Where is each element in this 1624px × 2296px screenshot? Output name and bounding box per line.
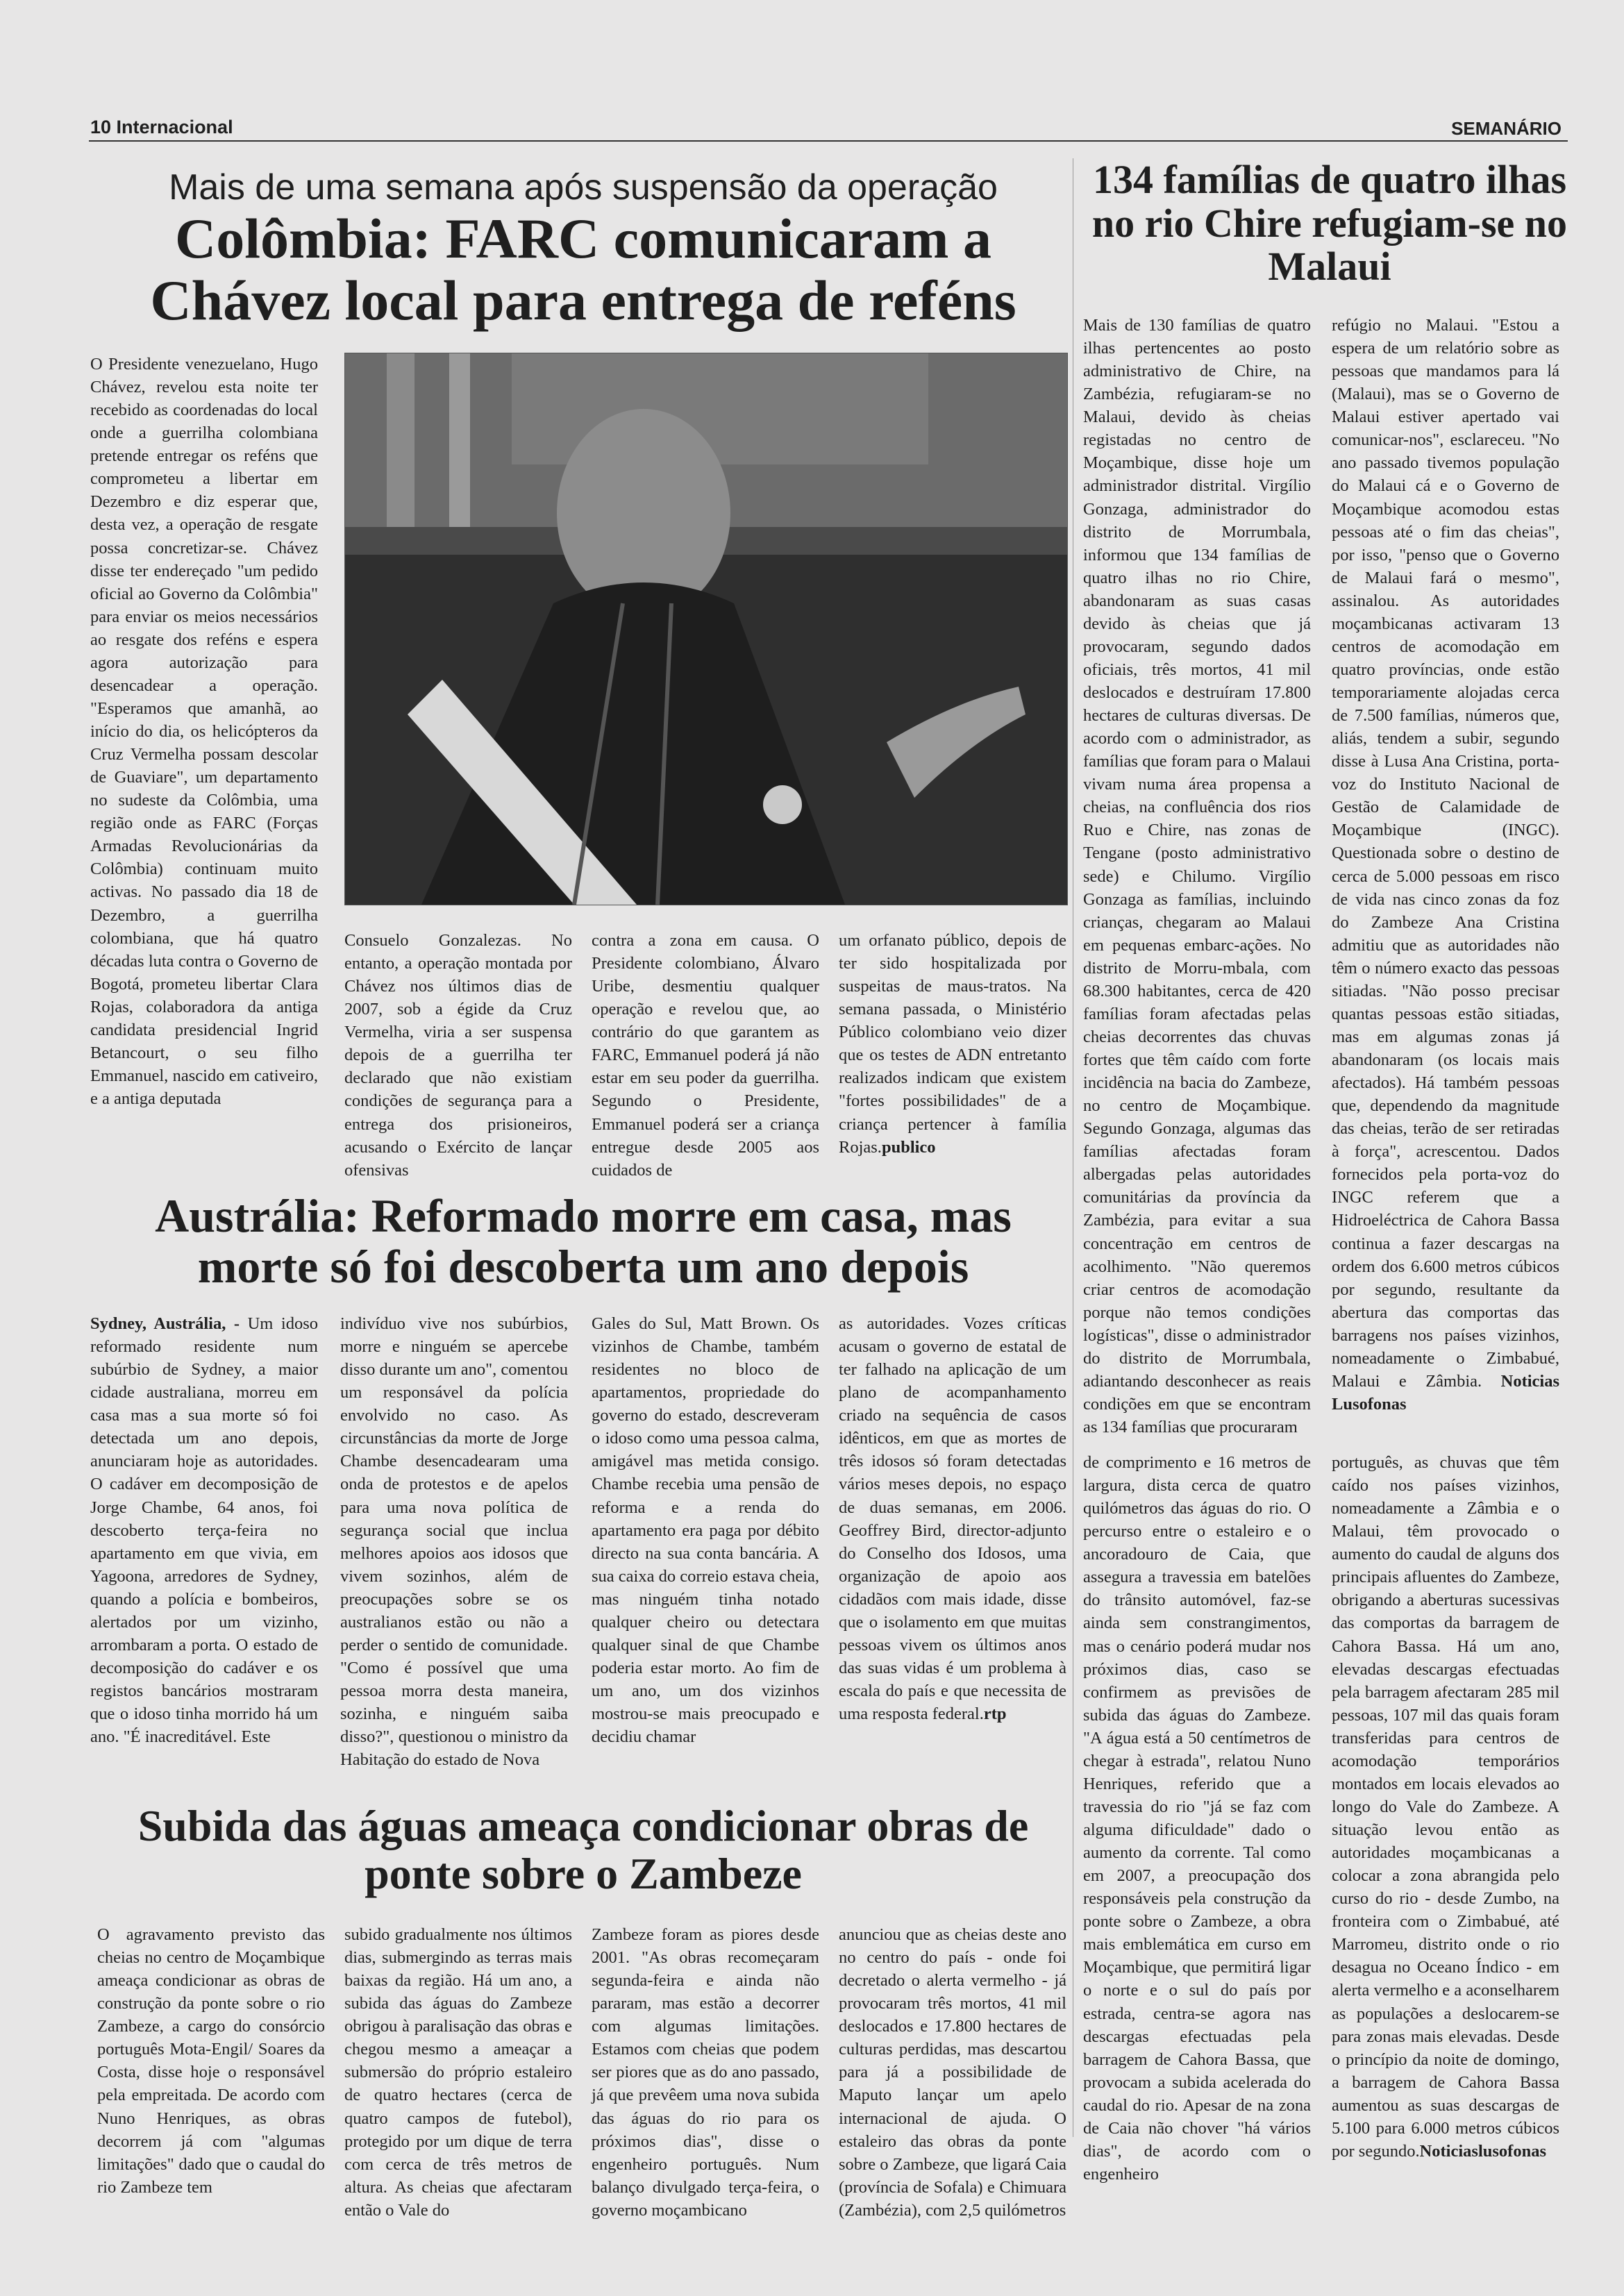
colombia-col-2 bbox=[344, 929, 572, 1182]
zambeze-col-5 bbox=[1083, 1451, 1311, 2186]
australia-dateline: Sydney, Austrália, - bbox=[90, 1314, 240, 1333]
publication-name: SEMANÁRIO bbox=[1451, 118, 1562, 139]
colombia-col-1-text: O Presidente venezuelano, Hugo Chávez, revelou esta noite ter recebido as coordenadas do local onde a guerrilha colombiana pretende entregar os reféns que comprometeu a libertar em Dezembro e diz esperar que, desta vez, a operação de resgate possa concretizar-se. Chávez disse ter endereçado "um pedido oficial ao Governo da Colômbia" para enviar os meios necessários ao resgate dos reféns e espera agora autorização para desencadear a operação. "Esperamos que amanhã, ao início do dia, os helicópteros da Cruz Vermelha possam descolar de Guaviare", um departamento no sudeste da Colômbia, uma região onde as FARC (Forças Armadas Revolucionárias da Colômbia) continuam muito activas. No passado dia 18 de Dezembro, a guerrilha colombiana, que há quatro décadas luta contra o Governo de Bogotá, prometeu libertar Clara Rojas, colaboradora da antiga candidata presidencial Ingrid Betancourt, o seu filho Emmanuel, nascido em cativeiro, e a antiga deputada bbox=[90, 355, 318, 1108]
zambeze-col-6 bbox=[1332, 1451, 1559, 2163]
zambeze-credit: Noticiaslusofonas bbox=[1419, 2141, 1546, 2161]
colombia-col-3 bbox=[592, 929, 819, 1182]
malaui-col-2-text bbox=[1332, 314, 1559, 1416]
australia-credit: rtp bbox=[983, 1704, 1007, 1724]
section-label: 10 Internacional bbox=[90, 117, 233, 137]
malaui-credit: Noticias Lusofonas bbox=[1332, 1371, 1559, 1414]
chavez-photo-image bbox=[345, 353, 1067, 905]
colombia-col-2-text: Consuelo Gonzalezas. No entanto, a operação montada por Chávez nos últimos dias de 2007, sob a égide da Cruz Vermelha, viria a ser suspensa depois de a guerrilha ter declarado que não existiam condições de segurança para a entrega dos prisioneiros, acusando o Exército de lançar ofensivas bbox=[344, 931, 572, 1180]
australia-col-3-text: Gales do Sul, Matt Brown. Os vizinhos de Chambe, também residentes no bloco de apartamentos, propriedade do governo do estado, descreveram o idoso como uma pessoa calma, amigável mas metida consigo. Chambe recebia uma pensão de reforma e a renda do apartamento era paga por débito directo na sua conta bancária. A sua caixa do correio estava cheia, mas ninguém tinha notado qualquer cheiro ou detectara qualquer sinal de que Chambe poderia estar morto. Ao fim de um ano, um dos vizinhos mostrou-se mais preocupado e decidiu chamar bbox=[592, 1314, 819, 1747]
colombia-col-4-body: um orfanato público, depois de ter sido hospitalizada por suspeitas de maus-tratos. Na semana passada, o Ministério Público colombiano veio dizer que os testes de ADN entretanto realizados indicam que existem "fortes possibilidades" de a criança pertencer à família Rojas. bbox=[839, 931, 1066, 1157]
zambeze-col-2-text: subido gradualmente nos últimos dias, submergindo as terras mais baixas da região. Há um ano, a subida das águas do Zambeze obrigou à paralisação das obras e chegou mesmo a ameaçar a submersão do próprio estaleiro de quatro hectares (cerca de quatro campos de futebol), protegido por um dique de terra com cerca de três metros de altura. As cheias que afectaram então o Vale do bbox=[344, 1925, 572, 2220]
zambeze-col-1-text: O agravamento previsto das cheias no centro de Moçambique ameaça condicionar as obras de construção da ponte sobre o rio Zambeze, a cargo do consórcio português Mota-Engil/ Soares da Costa, disse hoje o responsável pela empreitada. De acordo com Nuno Henriques, as obras decorrem já com "algumas limitações" dado que o caudal do rio Zambeze tem bbox=[97, 1925, 325, 2197]
colombia-col-1 bbox=[90, 353, 318, 1110]
australia-col-3 bbox=[592, 1312, 819, 1748]
malaui-headline: 134 famílias de quatro ilhas no rio Chire refugiam-se no Malaui bbox=[1091, 157, 1568, 290]
malaui-col-1 bbox=[1083, 314, 1311, 1439]
zambeze-col-4-text: anunciou que as cheias deste ano no centro do país - onde foi decretado o alerta vermelho - já provocaram três mortos, 41 mil deslocados e 17.800 hectares de culturas perdidas, mas descartou para já a possibilidade de Maputo lançar um apelo internacional de ajuda. O estaleiro das obras da ponte sobre o Zambeze, que ligará Caia (província de Sofala) e Chimuara (Zambézia), com 2,5 quilómetros bbox=[839, 1925, 1066, 2220]
zambeze-col-3 bbox=[592, 1923, 819, 2222]
malaui-col-1-text: Mais de 130 famílias de quatro ilhas pertencentes ao posto administrativo de Chire, na Zambézia, refugiaram-se no Malaui, devido às cheias registadas no centro de Moçambique, disse hoje um administrador distrital. Virgílio Gonzaga, administrador do distrito de Morrumbala, informou que 134 famílias de quatro ilhas no rio Chire, abandonaram as suas casas devido às cheias que já provocaram, segundo dados oficiais, três mortos, 41 mil deslocados e destruíram 17.800 hectares de culturas diversas. De acordo com o administrador, as famílias que foram para o Malaui vivam numa área propensa a cheias, na confluência dos rios Ruo e Chire, nas zonas de Tengane (posto administrativo sede) e Chilumo. Virgílio Gonzaga as famílias, incluindo crianças, chegaram ao Malaui em pequenas embarc-ações. No distrito de Morru-mbala, com 68.300 habitantes, cerca de 420 famílias foram afectadas pelas cheias decorrentes das chuvas fortes que têm caído com forte incidência na bacia do Zambeze, no centro de Moçambique. Segundo Gonzaga, algumas das famílias afectadas foram albergadas pelas autoridades comunitárias da província da Zambézia, para evitar a sua concentração em centros de acolhimento. "Não queremos criar centros de acomodação porque não temos condições logísticas", disse o administrador do distrito de Morrumbala, adiantando desconhecer as reais condições em que se encontram as 134 famílias que procuraram bbox=[1083, 316, 1311, 1436]
australia-col-4 bbox=[839, 1312, 1066, 1725]
australia-col-1 bbox=[90, 1312, 318, 1748]
australia-col-4-body: as autoridades. Vozes críticas acusam o governo de estatal de ter falhado na aplicação de um plano de acompanhamento criado na sequência de casos idênticos, em que as mortes de três idosos só foram detectadas vários meses depois, no espaço de duas semanas, em 2006. Geoffrey Bird, director-adjunto do Conselho dos Idosos, uma organização de apoio aos cidadãos com mais idade, disse que o isolamento em que muitas pessoas vivem os últimos anos das suas vidas é um problema à escala do país e que necessita de uma resposta federal. bbox=[839, 1314, 1066, 1724]
zambeze-col-3-text: Zambeze foram as piores desde 2001. "As obras recomeçaram segunda-feira e ainda não pararam, mas estão a decorrer com algumas limitações. Estamos com cheias que podem ser piores que as do ano passado, já que prevêem uma nova subida das águas do rio para os próximos dias", disse o engenheiro português. Num balanço divulgado terça-feira, o governo moçambicano bbox=[592, 1925, 819, 2220]
colombia-col-4-text bbox=[839, 929, 1066, 1159]
zambeze-headline: Subida das águas ameaça condicionar obras de ponte sobre o Zambeze bbox=[137, 1801, 1029, 1899]
zambeze-col-6-text bbox=[1332, 1451, 1559, 2163]
australia-col-1-text bbox=[90, 1312, 318, 1748]
colombia-credit: publico bbox=[881, 1137, 936, 1157]
colombia-col-4 bbox=[839, 929, 1066, 1159]
colombia-headline: Colômbia: FARC comunicaram a Chávez local para entrega de reféns bbox=[150, 207, 1016, 332]
colombia-kicker: Mais de uma semana após suspensão da operação bbox=[169, 167, 998, 208]
malaui-col-2 bbox=[1332, 314, 1559, 1416]
australia-col-4-text bbox=[839, 1312, 1066, 1725]
zambeze-col-5-text: de comprimento e 16 metros de largura, dista cerca de quatro quilómetros das águas do rio. O percurso entre o estaleiro e o ancoradouro de Caia, que assegura a travessia em batelões do trânsito automóvel, faz-se ainda sem constrangimentos, mas o cenário poderá mudar nos próximos dias, caso se confirmem as previsões de subida das águas do Zambeze. "A água está a 50 centímetros de chegar à estrada", relatou Nuno Henriques, referido que a travessia do rio "já se faz com alguma dificuldade" dado o aumento da corrente. Tal como em 2007, a preocupação dos responsáveis pela construção da ponte sobre o Zambeze, a obra mais emblemática em curso em Moçambique, que permitirá ligar o norte e o sul do país por estrada, centra-se agora nas descargas efectuadas pela barragem de Cahora Bassa, que provocam a subida acelerada do caudal do rio. Apesar de na zona de Caia não chover "há vários dias", de acordo com o engenheiro bbox=[1083, 1453, 1311, 2184]
header-rule bbox=[89, 140, 1568, 142]
malaui-col-2-body: refúgio no Malaui. "Estou a espera de um relatório sobre as pessoas que mandamos para lá (Malaui), mas se o Governo de Malaui estiver apertado vai comunicar-nos", esclareceu. "No ano passado tivemos população do Malaui cá e o Governo de Moçambique acomodou estas pessoas até o fim das cheias", por isso, "penso que o Governo de Malaui fará o mesmo", assinalou. As autoridades moçambicanas activaram 13 centros de acomodação em quatro províncias, onde estão temporariamente alojadas cerca de 7.500 famílias, números que, aliás, tendem a subir, segundo disse à Lusa Ana Cristina, porta-voz do Instituto Nacional de Gestão de Calamidade de Moçambique (INGC). Questionada sobre o destino de cerca de 5.000 pessoas em risco de vida nas cinco zonas da foz do Zambeze Ana Cristina admitiu que as autoridades não têm o número exacto das pessoas sitiadas. "Não posso precisar quantas pessoas estão sitiadas, mas em algumas zonas já abandonaram (os locais mais afectados). Há também pessoas que, dependendo da magnitude das cheias, terão de ser retiradas à força", acrescentou. Dados fornecidos pela porta-voz do INGC referem que a Hidroeléctrica de Cahora Bassa continua a fazer descargas na ordem dos 6.600 metros cúbicos por segundo, resultante da abertura das comportas das barragens nos países vizinhos, nomeadamente o Zimbabué, Malaui e Zâmbia. bbox=[1332, 316, 1559, 1391]
australia-col-2-text: indivíduo vive nos subúrbios, morre e ninguém se apercebe disso durante um ano", comentou um responsável da polícia envolvido no caso. As circunstâncias da morte de Jorge Chambe desencadearam uma onda de protestos e de apelos para uma nova política de segurança social que inclua melhores apoios aos idosos que vivem sozinhos, além de preocupações sobre se os australianos estão ou não a perder o sentido de comunidade. "Como é possível que uma pessoa morra desta maneira, sozinha, e ninguém saiba disso?", questionou o ministro da Habitação do estado de Nova bbox=[340, 1314, 568, 1770]
zambeze-col-6-body: português, as chuvas que têm caído nos países vizinhos, nomeadamente a Zâmbia e o Malaui, têm provocado o aumento do caudal de alguns dos principais afluentes do Zambeze, obrigando a aberturas sucessivas das comportas da barragem de Cahora Bassa. Há um ano, elevadas descargas efectuadas pela barragem afectaram 285 mil pessoas, 107 mil das quais foram transferidas para centros de acomodação temporários montados em locais elevados ao longo do Vale do Zambeze. A situação levou então as autoridades moçambicanas a colocar a zona abrangida pelo curso do rio - desde Zumbo, na fronteira com o Zimbabué, até Marromeu, distrito onde o rio desagua no Oceano Índico - em alerta vermelho e a aconselharem as populações a deslocarem-se para zonas mais elevadas. Desde o princípio da noite de domingo, a barragem de Cahora Bassa aumentou as suas descargas de 5.100 para 6.000 metros cúbicos por segundo. bbox=[1332, 1453, 1559, 2161]
zambeze-col-1 bbox=[97, 1923, 325, 2199]
colombia-col-3-text: contra a zona em causa. O Presidente colombiano, Álvaro Uribe, desmentiu qualquer operação e revelou que, ao contrário do que garantem as FARC, Emmanuel poderá já não estar em seu poder da guerrilha. Segundo o Presidente, Emmanuel poderá ser a criança entregue desde 2005 aos cuidados de bbox=[592, 931, 819, 1180]
chavez-photo bbox=[344, 353, 1068, 905]
zambeze-col-2 bbox=[344, 1923, 572, 2222]
zambeze-col-4 bbox=[839, 1923, 1066, 2222]
australia-col-2 bbox=[340, 1312, 568, 1771]
australia-col-1-body: Um idoso reformado residente num subúrbio de Sydney, a maior cidade australiana, morreu em casa mas a sua morte só foi detectada um ano depois, anunciaram hoje as autoridades. O cadáver em decomposição de Jorge Chambe, 64 anos, foi descoberto terça-feira no apartamento em que vivia, em Yagoona, arredores de Sydney, quando a polícia e bombeiros, alertados por um vizinho, arrombaram a porta. O estado de decomposição do cadáver e os registos bancários mostraram que o idoso tinha morrido há um ano. "É inacreditável. Este bbox=[90, 1314, 318, 1747]
australia-headline: Austrália: Reformado morre em casa, mas morte só foi descoberta um ano depois bbox=[155, 1189, 1012, 1293]
